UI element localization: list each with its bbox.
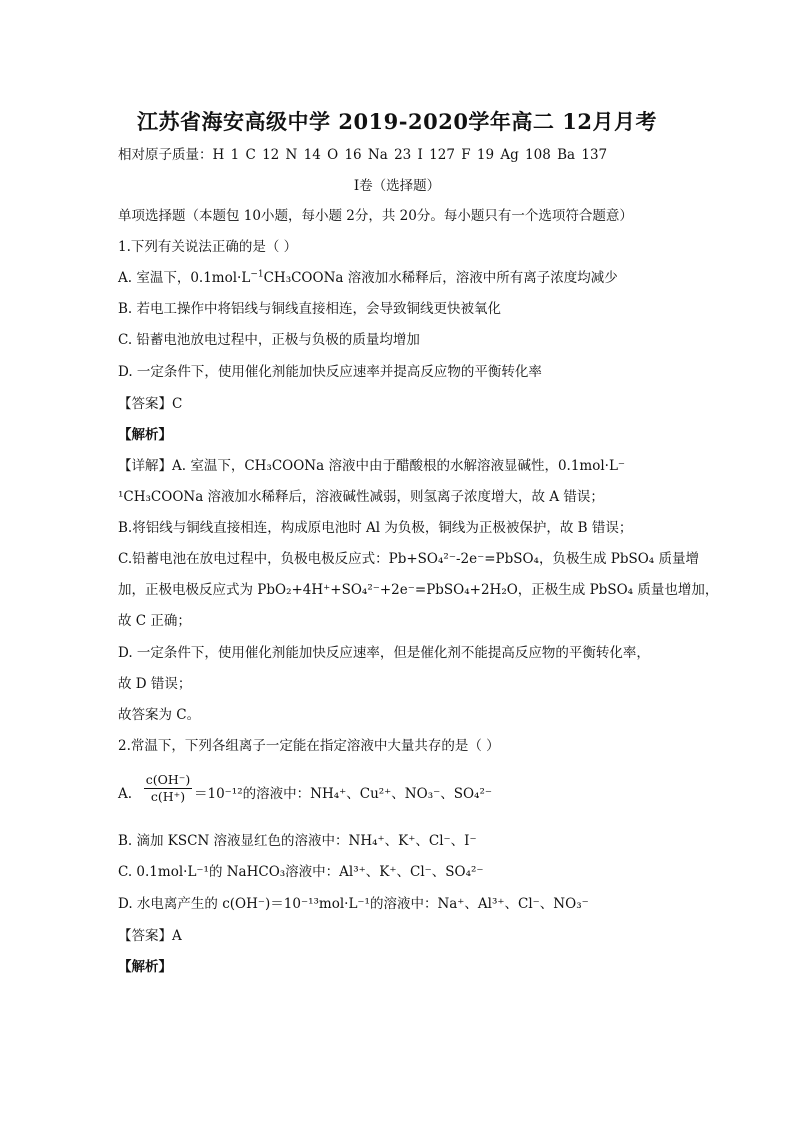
q2-analysis-label: 【解析】 bbox=[118, 959, 172, 975]
q2-option-a-label: A. bbox=[118, 786, 133, 802]
q1-option-c: C. 铅蓄电池放电过程中，正极与负极的质量均增加 bbox=[118, 332, 420, 348]
q1-analysis-label: 【解析】 bbox=[118, 427, 172, 443]
q1-option-b: B. 若电工操作中将铝线与铜线直接相连，会导致铜线更快被氧化 bbox=[118, 301, 502, 317]
instructions: 单项选择题（本题包 10小题，每小题 2分，共 20分。每小题只有一个选项符合题意） bbox=[118, 208, 633, 224]
q1-option-d: D. 一定条件下，使用催化剂能加快反应速率并提高反应物的平衡转化率 bbox=[118, 364, 542, 380]
q1-detail-line: 加，正极电极反应式为 PbO₂+4H⁺+SO₄²⁻+2e⁻=PbSO₄+2H₂O，正极生成 PbSO₄ 质量也增加， bbox=[118, 582, 719, 598]
q1-detail-line: D. 一定条件下，使用催化剂能加快反应速率，但是催化剂不能提高反应物的平衡转化率， bbox=[118, 645, 650, 661]
q1-detail-line: 故 C 正确； bbox=[118, 613, 191, 629]
q2-stem: 2.常温下，下列各组离子一定能在指定溶液中大量共存的是（ ） bbox=[118, 738, 500, 754]
section-label: Ⅰ卷（选择题） bbox=[353, 178, 441, 194]
q1-detail-line: 故 D 错误； bbox=[118, 676, 192, 692]
q2-option-a-text: ＝10⁻¹²的溶液中：NH₄⁺、Cu²⁺、NO₃⁻、SO₄²⁻ bbox=[194, 786, 492, 802]
fraction-denominator: c(H⁺) bbox=[150, 789, 186, 804]
q1-detail-line: 【详解】A. 室温下，CH₃COONa 溶液中由于醋酸根的水解溶液显碱性，0.1mol·L⁻ bbox=[118, 458, 626, 474]
q2-option-d: D. 水电离产生的 c(OH⁻)＝10⁻¹³mol·L⁻¹的溶液中：Na⁺、Al³⁺、Cl⁻、NO₃⁻ bbox=[118, 896, 589, 912]
q1-option-a: A. 室温下，$0.1mol\cdot L^{-1}CH_3COONa$ 溶液加水稀释后，溶液中所有离子浓度均减少 bbox=[118, 269, 618, 286]
q2-option-a-fraction bbox=[144, 772, 192, 805]
q1-detail-line: 故答案为 C。 bbox=[118, 707, 201, 723]
atomic-masses: 相对原子质量：H 1 C 12 N 14 O 16 Na 23 I 127 F 19 Ag 108 Ba 137 bbox=[118, 147, 608, 163]
q1-stem: 1.下列有关说法正确的是（ ） bbox=[118, 239, 298, 255]
q2-option-b: B. 滴加 KSCN 溶液显红色的溶液中：NH₄⁺、K⁺、Cl⁻、I⁻ bbox=[118, 833, 477, 849]
q2-option-c: C. 0.1mol·L⁻¹的 NaHCO₃溶液中：Al³⁺、K⁺、Cl⁻、SO₄²⁻ bbox=[118, 864, 484, 880]
q1-detail-line: ¹CH₃COONa 溶液加水稀释后，溶液碱性减弱，则氢离子浓度增大，故 A 错误； bbox=[118, 489, 604, 505]
q1-detail-line: C.铅蓄电池在放电过程中，负极电极反应式：Pb+SO₄²⁻-2e⁻=PbSO₄，负极生成 PbSO₄ 质量增 bbox=[118, 551, 700, 567]
q2-answer: 【答案】A bbox=[118, 928, 182, 944]
q1-detail-line: B.将铝线与铜线直接相连，构成原电池时 Al 为负极，铜线为正极被保护，故 B 错误； bbox=[118, 520, 633, 536]
fraction-numerator: c(OH⁻) bbox=[145, 772, 191, 787]
page-title: 江苏省海安高级中学 2019-2020学年高二 12月月考 bbox=[137, 109, 657, 134]
q1-answer: 【答案】C bbox=[118, 396, 183, 412]
